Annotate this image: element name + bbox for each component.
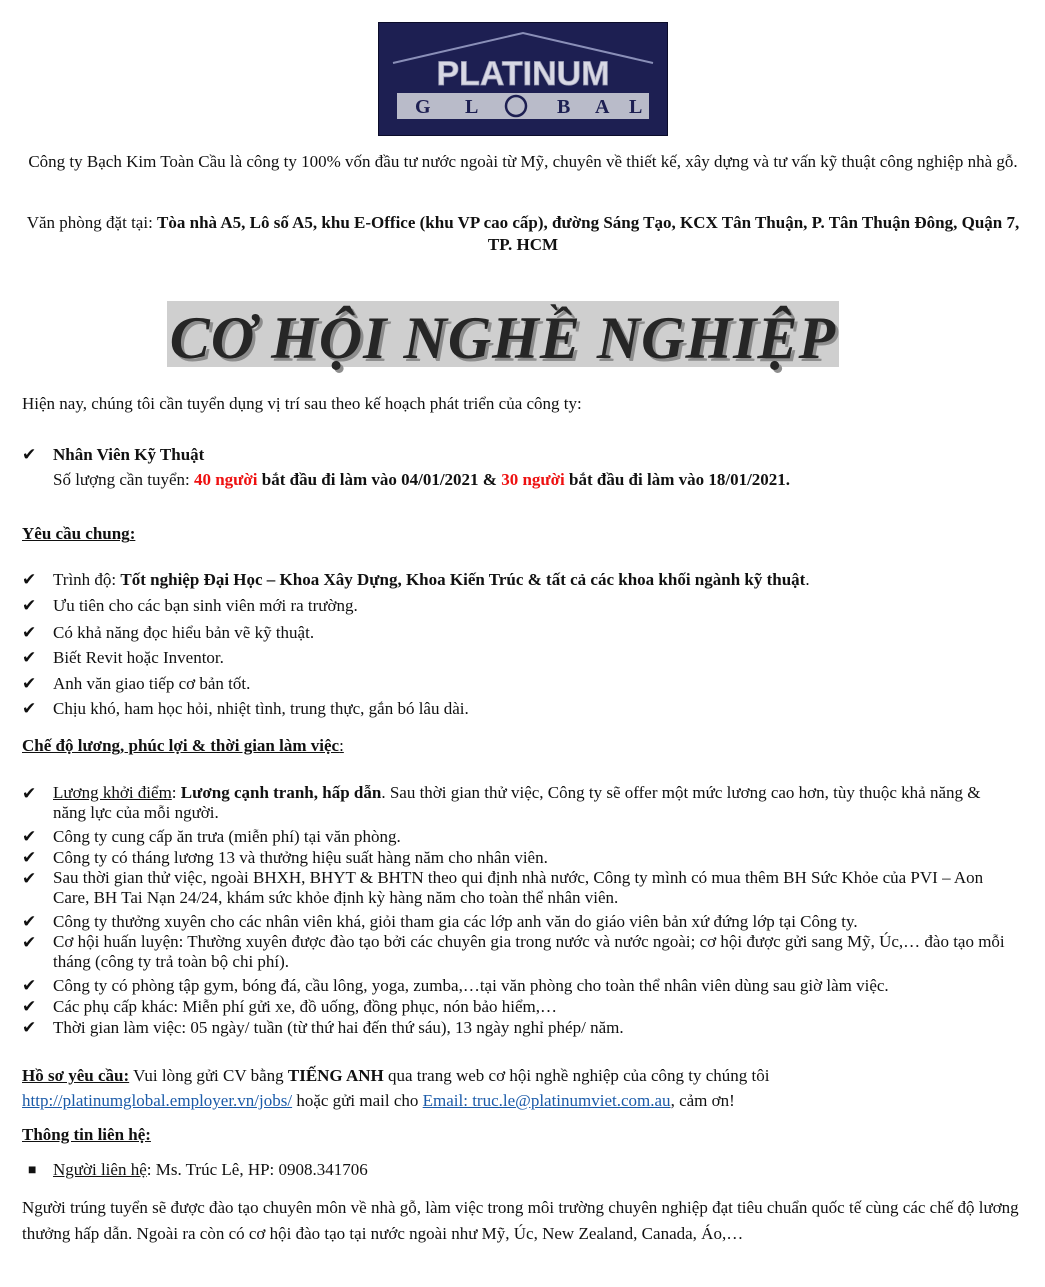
benefit-item: Thời gian làm việc: 05 ngày/ tuần (từ thứ hai đến thứ sáu), 13 ngày nghỉ phép/ năm. <box>53 1018 624 1037</box>
careers-link[interactable]: http://platinumglobal.employer.vn/jobs/ <box>22 1091 293 1110</box>
benefit-item: Các phụ cấp khác: Miễn phí gửi xe, đồ uống, đồng phục, nón bảo hiểm,… <box>53 997 558 1016</box>
checkmark-icon: ✔ <box>22 912 37 932</box>
checkmark-icon: ✔ <box>22 674 37 694</box>
banner-title: CƠ HỘI NGHỀ NGHIỆP <box>169 305 837 371</box>
checkmark-icon: ✔ <box>22 933 37 953</box>
checkmark-icon: ✔ <box>22 976 37 996</box>
benefit-item: Công ty có tháng lương 13 và thưởng hiệu suất hàng năm cho nhân viên. <box>53 848 548 867</box>
checkmark-icon: ✔ <box>22 784 37 804</box>
svg-text:A: A <box>595 96 610 118</box>
checkmark-icon: ✔ <box>22 997 37 1017</box>
benefit-item: Công ty thưởng xuyên cho các nhân viên khá, giỏi tham gia các lớp anh văn do giáo viên bản xứ đứng lớp tại Công ty. <box>53 912 858 931</box>
benefits-heading: Chế độ lương, phúc lợi & thời gian làm việc: <box>22 736 344 755</box>
svg-text:B: B <box>557 96 571 118</box>
benefit-item: Công ty cung cấp ăn trưa (miễn phí) tại văn phòng. <box>53 827 401 846</box>
svg-text:L: L <box>629 96 643 118</box>
checkmark-icon: ✔ <box>22 699 37 719</box>
benefit-salary: Lương khởi điểm: Lương cạnh tranh, hấp dẫn. Sau thời gian thử việc, Công ty sẽ offer một mức lương cao hơn, tùy thuộc khả năng & năng lực của mỗi người. <box>53 783 981 822</box>
contact-person: Người liên hệ: Ms. Trúc Lê, HP: 0908.341706 <box>53 1160 368 1179</box>
requirement-item: Anh văn giao tiếp cơ bản tốt. <box>53 674 251 693</box>
career-banner <box>167 301 839 371</box>
requirement-item: Có khả năng đọc hiểu bản vẽ kỹ thuật. <box>53 623 315 642</box>
platinum-global-logo <box>378 22 668 136</box>
checkmark-icon: ✔ <box>22 848 37 868</box>
logo-graphic <box>379 23 667 135</box>
checkmark-icon: ✔ <box>22 623 37 643</box>
benefit-item: Sau thời gian thử việc, ngoài BHXH, BHYT & BHTN theo qui định nhà nước, Công ty mình có mua thêm BH Sức Khỏe của PVI – Aon Care, BH Tai Nạn 24/24, khám sức khỏe định kỳ hàng năm cho toàn thể nhân viên. <box>53 868 984 907</box>
office-address: Văn phòng đặt tại: Tòa nhà A5, Lô số A5, khu E-Office (khu VP cao cấp), đường Sáng Tạo, KCX Tân Thuận, P. Tân Thuận Đông, Quận 7, TP. HCM <box>26 213 1020 255</box>
position-quantity: Số lượng cần tuyển: 40 người bắt đầu đi làm vào 04/01/2021 & 30 người bắt đầu đi làm vào 18/01/2021. <box>53 470 791 489</box>
requirements-heading: Yêu cầu chung: <box>22 524 136 543</box>
requirement-item: Ưu tiên cho các bạn sinh viên mới ra trường. <box>53 596 358 615</box>
logo-wordmark: PLATINUM <box>436 55 610 93</box>
checkmark-icon: ✔ <box>22 827 37 847</box>
checkmark-icon: ✔ <box>22 1018 37 1038</box>
checkmark-icon: ✔ <box>22 445 37 465</box>
company-description: Công ty Bạch Kim Toàn Cầu là công ty 100% vốn đầu tư nước ngoài từ Mỹ, chuyên về thiết kế, xây dựng và tư vấn kỹ thuật công nghiệp nhà gỗ. <box>28 152 1018 171</box>
checkmark-icon: ✔ <box>22 869 37 889</box>
hiring-intro: Hiện nay, chúng tôi cần tuyển dụng vị trí sau theo kế hoạch phát triển của công ty: <box>22 394 582 413</box>
closing-paragraph: Người trúng tuyển sẽ được đào tạo chuyên môn về nhà gỗ, làm việc trong môi trường chuyên nghiệp đạt tiêu chuẩn quốc tế cùng các chế độ lương thưởng hấp dẫn. Ngoài ra còn có cơ hội đào tạo tại nước ngoài như Mỹ, Úc, New Zealand, Canada, Áo,… <box>22 1198 1019 1243</box>
position-title: Nhân Viên Kỹ Thuật <box>53 445 205 464</box>
svg-text:L: L <box>465 96 479 118</box>
square-bullet-icon: ■ <box>28 1163 37 1178</box>
benefit-item: Cơ hội huấn luyện: Thường xuyên được đào tạo bởi các chuyên gia trong nước và nước ngoài; cơ hội được gửi sang Mỹ, Úc,… đào tạo mỗi tháng (công ty trả toàn bộ chi phí). <box>53 932 1005 971</box>
checkmark-icon: ✔ <box>22 570 37 590</box>
requirement-education: Trình độ: Tốt nghiệp Đại Học – Khoa Xây Dựng, Khoa Kiến Trúc & tất cả các khoa khối ngành kỹ thuật. <box>53 570 810 589</box>
email-link[interactable]: Email: truc.le@platinumviet.com.au <box>422 1091 671 1110</box>
requirement-item: Chịu khó, ham học hỏi, nhiệt tình, trung thực, gắn bó lâu dài. <box>53 699 469 718</box>
contact-heading: Thông tin liên hệ: <box>22 1125 151 1144</box>
checkmark-icon: ✔ <box>22 596 37 616</box>
checkmark-icon: ✔ <box>22 648 37 668</box>
requirement-item: Biết Revit hoặc Inventor. <box>53 648 224 667</box>
svg-text:G: G <box>415 96 431 118</box>
benefit-item: Công ty có phòng tập gym, bóng đá, cầu lông, yoga, zumba,…tại văn phòng cho toàn thể nhân viên dùng sau giờ làm việc. <box>53 976 889 995</box>
application-info: Hồ sơ yêu cầu: Vui lòng gửi CV bằng TIẾNG ANH qua trang web cơ hội nghề nghiệp của công ty chúng tôi http://platinumglobal.employer.vn/jobs/ hoặc gửi mail cho Email: truc.le@platinumviet.com.au, cảm ơn! <box>22 1066 770 1110</box>
